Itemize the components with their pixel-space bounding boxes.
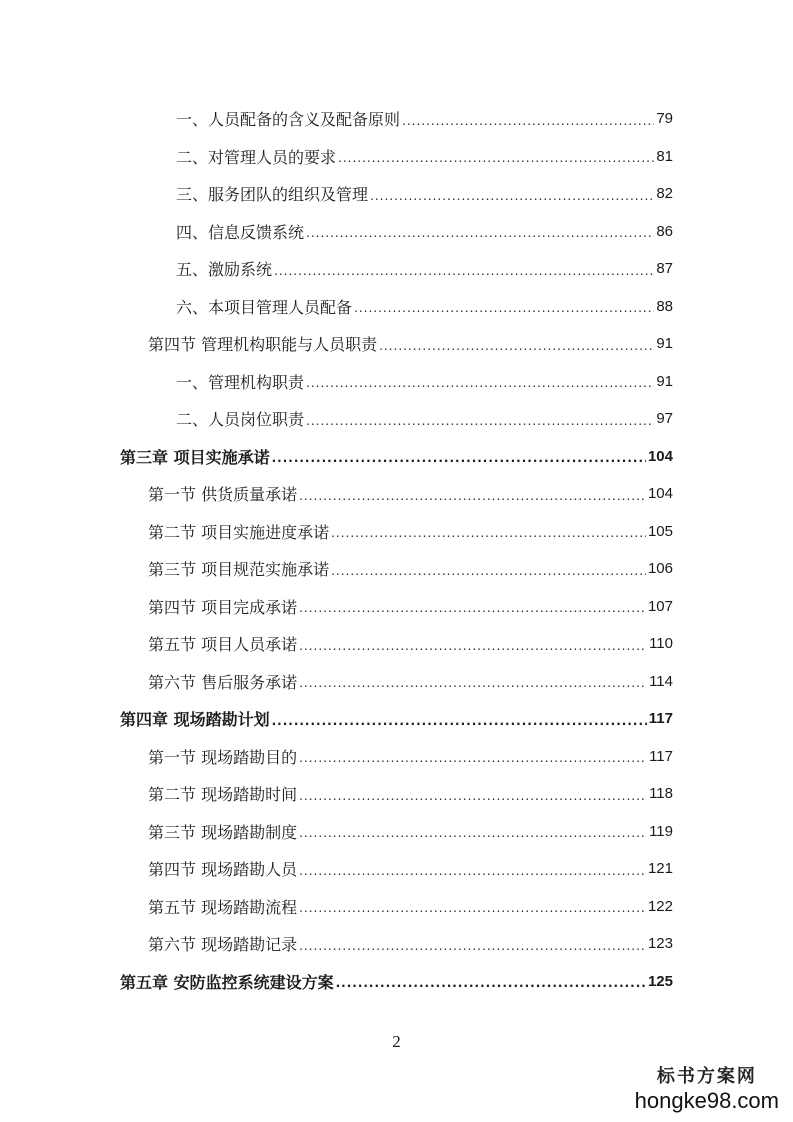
- toc-entry-page: 86: [656, 222, 673, 240]
- toc-entry-page: 125: [647, 972, 673, 990]
- toc-entry-title: 六、本项目管理人员配备: [176, 297, 353, 317]
- toc-entry[interactable]: [0, 813, 793, 851]
- toc-entry-page: 82: [656, 185, 673, 203]
- toc-entry-title: 第五节 现场踏勘流程: [148, 897, 298, 917]
- toc-entry-title: 一、管理机构职责: [176, 372, 305, 392]
- toc-entry-page: 88: [656, 297, 673, 315]
- toc-dot-leader: [331, 526, 646, 540]
- toc-entry-page: 117: [648, 710, 673, 728]
- toc-entry-title: 二、人员岗位职责: [176, 410, 305, 430]
- toc-entry[interactable]: [0, 250, 793, 288]
- toc-entry-title: 五、激励系统: [176, 260, 273, 280]
- toc-entry[interactable]: [0, 400, 793, 438]
- toc-entry-title: 三、服务团队的组织及管理: [176, 185, 369, 205]
- toc-entry[interactable]: [0, 625, 793, 663]
- toc-dot-leader: [354, 301, 654, 315]
- toc-dot-leader: [299, 939, 646, 953]
- toc-dot-leader: [274, 264, 654, 278]
- toc-entry-page: 91: [656, 372, 673, 390]
- toc-entry-title: 第一节 供货质量承诺: [148, 485, 298, 505]
- toc-entry-page: 79: [656, 110, 673, 128]
- toc-entry-title: 第三节 项目规范实施承诺: [148, 560, 330, 580]
- toc-entry[interactable]: [0, 550, 793, 588]
- toc-dot-leader: [331, 564, 646, 578]
- toc-entry-page: 122: [647, 897, 673, 915]
- toc-dot-leader: [338, 151, 654, 165]
- toc-entry-title: 第四节 管理机构职能与人员职责: [148, 335, 378, 355]
- toc-dot-leader: [306, 414, 654, 428]
- watermark-domain: hongke98.com: [634, 1088, 779, 1113]
- toc-entry[interactable]: [0, 513, 793, 551]
- toc-entry-page: 91: [656, 335, 673, 353]
- toc-entry[interactable]: [0, 100, 793, 138]
- toc-entry-title: 第四节 现场踏勘人员: [148, 860, 298, 880]
- toc-entry[interactable]: [0, 475, 793, 513]
- toc-entry-page: 105: [647, 522, 673, 540]
- toc-dot-leader: [299, 789, 647, 803]
- toc-entry[interactable]: [0, 888, 793, 926]
- toc-dot-leader: [299, 676, 647, 690]
- toc-entry[interactable]: [0, 663, 793, 701]
- toc-entry[interactable]: [0, 438, 793, 476]
- toc-dot-leader: [272, 451, 646, 465]
- toc-entry-title: 第四节 项目完成承诺: [148, 597, 298, 617]
- toc-entry-title: 第五节 项目人员承诺: [148, 635, 298, 655]
- toc-dot-leader: [336, 976, 646, 990]
- toc-entry-page: 104: [647, 447, 673, 465]
- toc-entry-title: 第二节 现场踏勘时间: [148, 785, 298, 805]
- toc-entry[interactable]: [0, 138, 793, 176]
- toc-entry[interactable]: [0, 850, 793, 888]
- toc-entry-title: 第三节 现场踏勘制度: [148, 822, 298, 842]
- toc-entry-title: 第六节 现场踏勘记录: [148, 935, 298, 955]
- watermark-title: 标书方案网: [656, 1066, 757, 1087]
- toc-dot-leader: [299, 639, 647, 653]
- toc-dot-leader: [299, 601, 646, 615]
- toc-entry-title: 第五章 安防监控系统建设方案: [120, 972, 334, 992]
- toc-entry-title: 第四章 现场踏勘计划: [120, 710, 270, 730]
- toc-dot-leader: [370, 189, 654, 203]
- toc-dot-leader: [299, 751, 647, 765]
- toc-entry[interactable]: [0, 325, 793, 363]
- toc-entry-title: 第一节 现场踏勘目的: [148, 747, 298, 767]
- toc-entry-page: 117: [649, 747, 673, 765]
- toc-entry-page: 114: [649, 672, 673, 690]
- toc-entry[interactable]: [0, 775, 793, 813]
- toc-entry-title: 第二节 项目实施进度承诺: [148, 522, 330, 542]
- toc-dot-leader: [299, 489, 646, 503]
- toc-entry[interactable]: [0, 588, 793, 626]
- toc-entry[interactable]: [0, 175, 793, 213]
- toc-dot-leader: [299, 864, 646, 878]
- toc-entry-page: 107: [647, 597, 673, 615]
- toc-dot-leader: [299, 826, 647, 840]
- toc-entry-title: 二、对管理人员的要求: [176, 147, 337, 167]
- toc-entry-title: 第六节 售后服务承诺: [148, 672, 298, 692]
- toc-dot-leader: [299, 901, 646, 915]
- toc-dot-leader: [306, 376, 654, 390]
- toc-entry-title: 一、人员配备的含义及配备原则: [176, 110, 401, 130]
- toc-dot-leader: [379, 339, 654, 353]
- toc-dot-leader: [272, 714, 647, 728]
- watermark: [635, 1062, 779, 1114]
- page-number: 2: [392, 1032, 401, 1051]
- toc-entry-page: 97: [656, 410, 673, 428]
- toc-entry[interactable]: [0, 700, 793, 738]
- toc-entry[interactable]: [0, 363, 793, 401]
- toc-entry-page: 110: [649, 635, 673, 653]
- toc-entry[interactable]: [0, 925, 793, 963]
- toc-entry[interactable]: [0, 963, 793, 1001]
- toc-entry-page: 123: [647, 935, 673, 953]
- toc-entry[interactable]: [0, 213, 793, 251]
- toc-entry-page: 104: [647, 485, 673, 503]
- toc-entry-page: 118: [649, 785, 673, 803]
- toc-entry-page: 121: [647, 860, 673, 878]
- toc-entry[interactable]: [0, 288, 793, 326]
- toc-dot-leader: [306, 226, 654, 240]
- toc-entry-title: 第三章 项目实施承诺: [120, 447, 270, 467]
- toc-dot-leader: [402, 114, 654, 128]
- toc-entry-title: 四、信息反馈系统: [176, 222, 305, 242]
- toc-entry[interactable]: [0, 738, 793, 776]
- toc-entry-page: 106: [647, 560, 673, 578]
- table-of-contents: [0, 100, 793, 1000]
- toc-entry-page: 81: [656, 147, 673, 165]
- toc-entry-page: 119: [649, 822, 673, 840]
- toc-entry-page: 87: [656, 260, 673, 278]
